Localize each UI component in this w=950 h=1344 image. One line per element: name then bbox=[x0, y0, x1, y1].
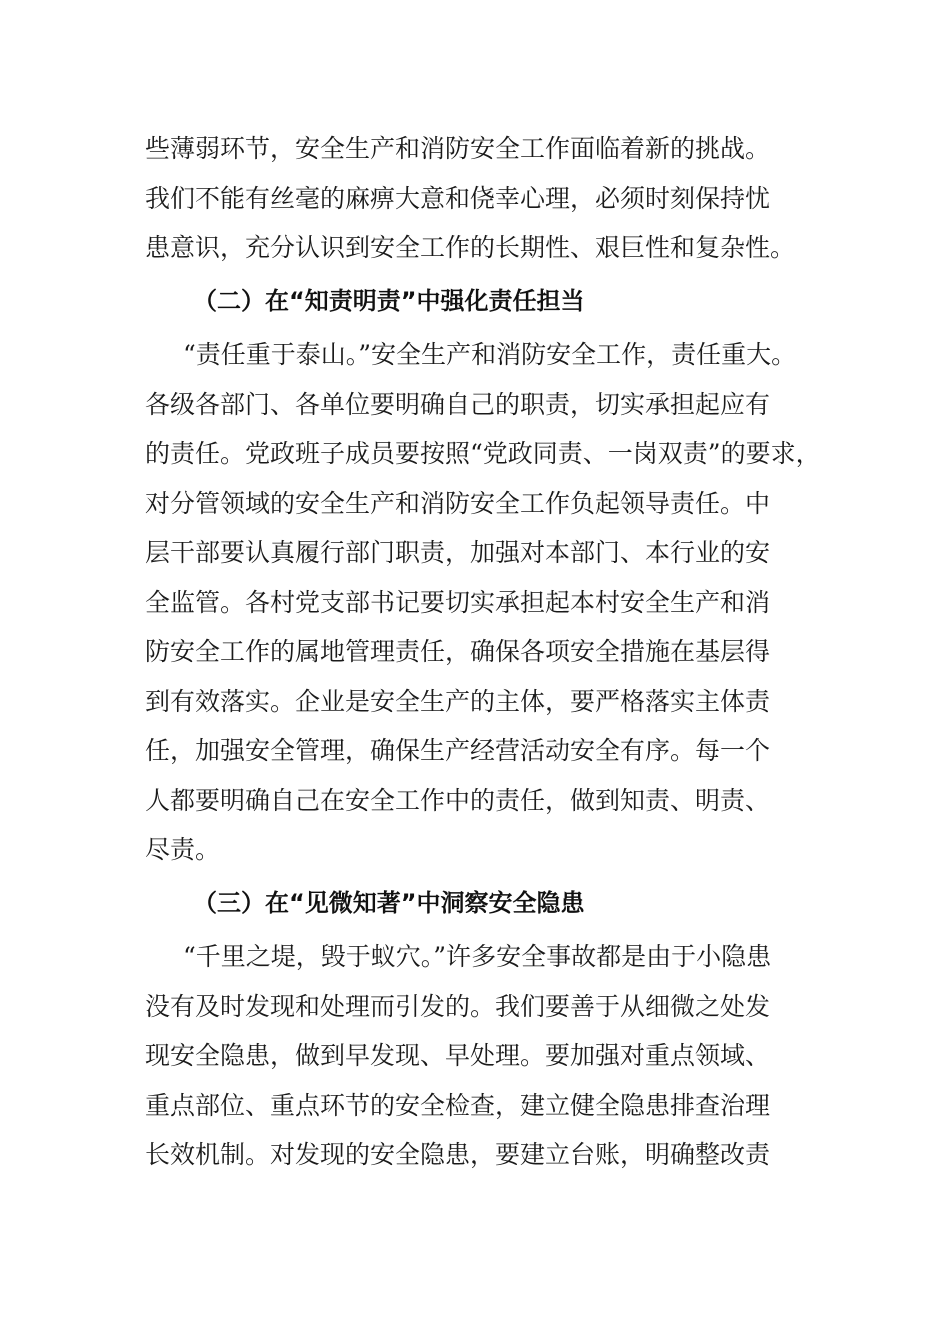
section-heading-2: （二）在“知责明责”中强化责任担当 bbox=[193, 286, 585, 315]
paragraph-line: “千里之堤，毁于蚁穴。”许多安全事故都是由于小隐患 bbox=[183, 942, 772, 971]
paragraph-line: 没有及时发现和处理而引发的。我们要善于从细微之处发 bbox=[145, 991, 771, 1021]
paragraph-line: 层干部要认真履行部门职责，加强对本部门、本行业的安 bbox=[145, 538, 771, 567]
paragraph-line: 到有效落实。企业是安全生产的主体，要严格落实主体责 bbox=[145, 686, 771, 716]
paragraph-line: 各级各部门、各单位要明确自己的职责，切实承担起应有 bbox=[145, 389, 771, 419]
paragraph-2 bbox=[145, 330, 821, 875]
paragraph-line: “责任重于泰山。”安全生产和消防安全工作，责任重大。 bbox=[183, 340, 797, 369]
paragraph-line: 对分管领域的安全生产和消防安全工作负起领导责任。中 bbox=[145, 488, 771, 518]
paragraph-line: 现安全隐患，做到早发现、早处理。要加强对重点领域、 bbox=[145, 1041, 771, 1070]
paragraph-line: 防安全工作的属地管理责任，确保各项安全措施在基层得 bbox=[145, 637, 771, 666]
paragraph-line: 长效机制。对发现的安全隐患，要建立台账，明确整改责 bbox=[145, 1140, 771, 1169]
paragraph-1 bbox=[145, 124, 810, 273]
paragraph-line: 患意识，充分认识到安全工作的长期性、艰巨性和复杂性。 bbox=[145, 233, 796, 262]
paragraph-line: 人都要明确自己在安全工作中的责任，做到知责、明责、 bbox=[145, 785, 771, 815]
paragraph-line: 任，加强安全管理，确保生产经营活动安全有序。每一个 bbox=[145, 736, 771, 765]
paragraph-line: 的责任。党政班子成员要按照“党政同责、一岗双责”的要求， bbox=[145, 439, 821, 468]
paragraph-line: 我们不能有丝毫的麻痹大意和侥幸心理，必须时刻保持忧 bbox=[145, 183, 771, 213]
paragraph-line: 全监管。各村党支部书记要切实承担起本村安全生产和消 bbox=[145, 587, 771, 617]
paragraph-line: 些薄弱环节，安全生产和消防安全工作面临着新的挑战。 bbox=[145, 134, 771, 163]
paragraph-line: 尽责。 bbox=[145, 835, 221, 864]
document-page bbox=[145, 124, 821, 1180]
paragraph-line: 重点部位、重点环节的安全检查，建立健全隐患排查治理 bbox=[145, 1090, 771, 1120]
paragraph-3 bbox=[145, 932, 810, 1180]
section-heading-3: （三）在“见微知著”中洞察安全隐患 bbox=[193, 888, 585, 917]
